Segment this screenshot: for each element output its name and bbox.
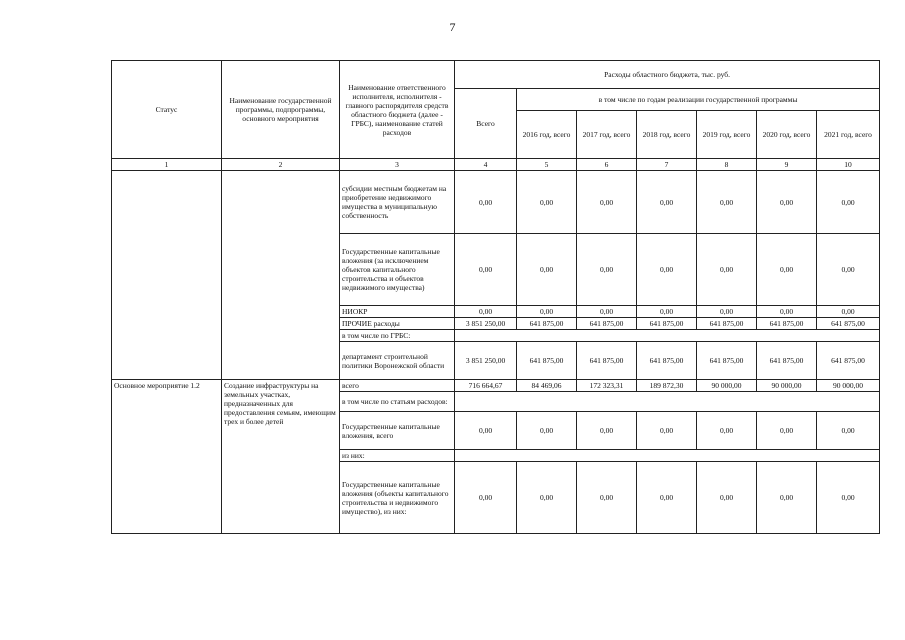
column-index: 8 — [697, 159, 757, 171]
page-number: 7 — [449, 20, 456, 34]
expense-item-name: в том числе по статьям расходов: — [340, 392, 455, 412]
column-index: 9 — [757, 159, 817, 171]
value-2016: 641 875,00 — [517, 342, 577, 380]
value-2017: 641 875,00 — [577, 318, 637, 330]
value-2021: 641 875,00 — [817, 342, 880, 380]
header-total: Всего — [455, 89, 517, 159]
value-2016: 0,00 — [517, 234, 577, 306]
value-total: 0,00 — [455, 462, 517, 534]
column-index: 7 — [637, 159, 697, 171]
value-2021: 0,00 — [817, 234, 880, 306]
value-2020: 90 000,00 — [757, 380, 817, 392]
value-2018: 0,00 — [637, 234, 697, 306]
column-index: 4 — [455, 159, 517, 171]
header-by-years: в том числе по годам реализации государственной программы — [517, 89, 880, 111]
status-main-activity: Основное мероприятие 1.2 — [112, 380, 222, 534]
expense-item-name: Государственные капитальные вложения (за исключением объектов капитального строительства и объектов недвижимого имущества) — [340, 234, 455, 306]
value-2021: 0,00 — [817, 171, 880, 234]
value-2021: 641 875,00 — [817, 318, 880, 330]
column-index: 3 — [340, 159, 455, 171]
value-2020: 0,00 — [757, 234, 817, 306]
column-index: 1 — [112, 159, 222, 171]
value-2016: 0,00 — [517, 412, 577, 450]
expense-item-name: Государственные капитальные вложения, всего — [340, 412, 455, 450]
expense-item-name: из них: — [340, 450, 455, 462]
value-2018: 0,00 — [637, 306, 697, 318]
value-2019: 0,00 — [697, 171, 757, 234]
value-2020: 0,00 — [757, 412, 817, 450]
value-2020: 0,00 — [757, 306, 817, 318]
value-2019: 90 000,00 — [697, 380, 757, 392]
program-activity-name: Создание инфраструктуры на земельных участках, предназначенных для предоставления семьям, имеющим трех и более детей — [222, 380, 340, 534]
value-2017: 641 875,00 — [577, 342, 637, 380]
value-2016: 641 875,00 — [517, 318, 577, 330]
value-2017: 0,00 — [577, 171, 637, 234]
header-year-2018: 2018 год, всего — [637, 111, 697, 159]
value-2020: 0,00 — [757, 171, 817, 234]
value-2017: 0,00 — [577, 306, 637, 318]
empty-values — [455, 392, 880, 412]
header-year-2020: 2020 год, всего — [757, 111, 817, 159]
expense-item-name: всего — [340, 380, 455, 392]
value-2020: 0,00 — [757, 462, 817, 534]
column-index: 6 — [577, 159, 637, 171]
value-2021: 0,00 — [817, 306, 880, 318]
expense-item-name: Государственные капитальные вложения (объекты капитального строительства и недвижимого имущество), из них: — [340, 462, 455, 534]
value-2017: 0,00 — [577, 234, 637, 306]
value-2018: 0,00 — [637, 462, 697, 534]
value-2019: 0,00 — [697, 306, 757, 318]
value-total: 0,00 — [455, 234, 517, 306]
status-cell-empty — [112, 171, 222, 380]
header-year-2016: 2016 год, всего — [517, 111, 577, 159]
value-2018: 641 875,00 — [637, 342, 697, 380]
value-2019: 641 875,00 — [697, 318, 757, 330]
expense-item-name: НИОКР — [340, 306, 455, 318]
value-2018: 0,00 — [637, 412, 697, 450]
value-total: 0,00 — [455, 171, 517, 234]
header-status: Статус — [112, 61, 222, 159]
value-2017: 172 323,31 — [577, 380, 637, 392]
expense-item-name: в том числе по ГРБС: — [340, 330, 455, 342]
value-2018: 0,00 — [637, 171, 697, 234]
header-program-name: Наименование государственной программы, подпрограммы, основного мероприятия — [222, 61, 340, 159]
expense-item-name: субсидии местным бюджетам на приобретение недвижимого имущества в муниципальную собственность — [340, 171, 455, 234]
program-name-cell-empty — [222, 171, 340, 380]
value-2017: 0,00 — [577, 462, 637, 534]
value-2016: 0,00 — [517, 306, 577, 318]
column-index: 5 — [517, 159, 577, 171]
header-year-2017: 2017 год, всего — [577, 111, 637, 159]
expense-item-name: департамент строительной политики Воронежской области — [340, 342, 455, 380]
value-2019: 0,00 — [697, 412, 757, 450]
column-index: 10 — [817, 159, 880, 171]
value-2016: 0,00 — [517, 171, 577, 234]
value-total: 716 664,67 — [455, 380, 517, 392]
value-2019: 0,00 — [697, 234, 757, 306]
value-2016: 84 469,06 — [517, 380, 577, 392]
header-year-2021: 2021 год, всего — [817, 111, 880, 159]
header-expenses-title: Расходы областного бюджета, тыс. руб. — [455, 61, 880, 89]
value-2018: 641 875,00 — [637, 318, 697, 330]
value-total: 3 851 250,00 — [455, 342, 517, 380]
header-year-2019: 2019 год, всего — [697, 111, 757, 159]
header-responsible: Наименование ответственного исполнителя, исполнителя - главного распорядителя средств областного бюджета (далее - ГРБС), наименование статей расходов — [340, 61, 455, 159]
value-2021: 0,00 — [817, 412, 880, 450]
value-2021: 0,00 — [817, 462, 880, 534]
column-index: 2 — [222, 159, 340, 171]
value-2019: 641 875,00 — [697, 342, 757, 380]
value-2021: 90 000,00 — [817, 380, 880, 392]
value-2018: 189 872,30 — [637, 380, 697, 392]
value-2017: 0,00 — [577, 412, 637, 450]
value-2019: 0,00 — [697, 462, 757, 534]
empty-values — [455, 450, 880, 462]
value-2020: 641 875,00 — [757, 342, 817, 380]
value-total: 3 851 250,00 — [455, 318, 517, 330]
column-index-row — [112, 159, 880, 171]
expense-item-name: ПРОЧИЕ расходы — [340, 318, 455, 330]
value-total: 0,00 — [455, 412, 517, 450]
value-total: 0,00 — [455, 306, 517, 318]
empty-values — [455, 330, 880, 342]
value-2020: 641 875,00 — [757, 318, 817, 330]
table-row — [112, 171, 880, 234]
table-row — [112, 380, 880, 392]
budget-table — [111, 60, 880, 534]
value-2016: 0,00 — [517, 462, 577, 534]
